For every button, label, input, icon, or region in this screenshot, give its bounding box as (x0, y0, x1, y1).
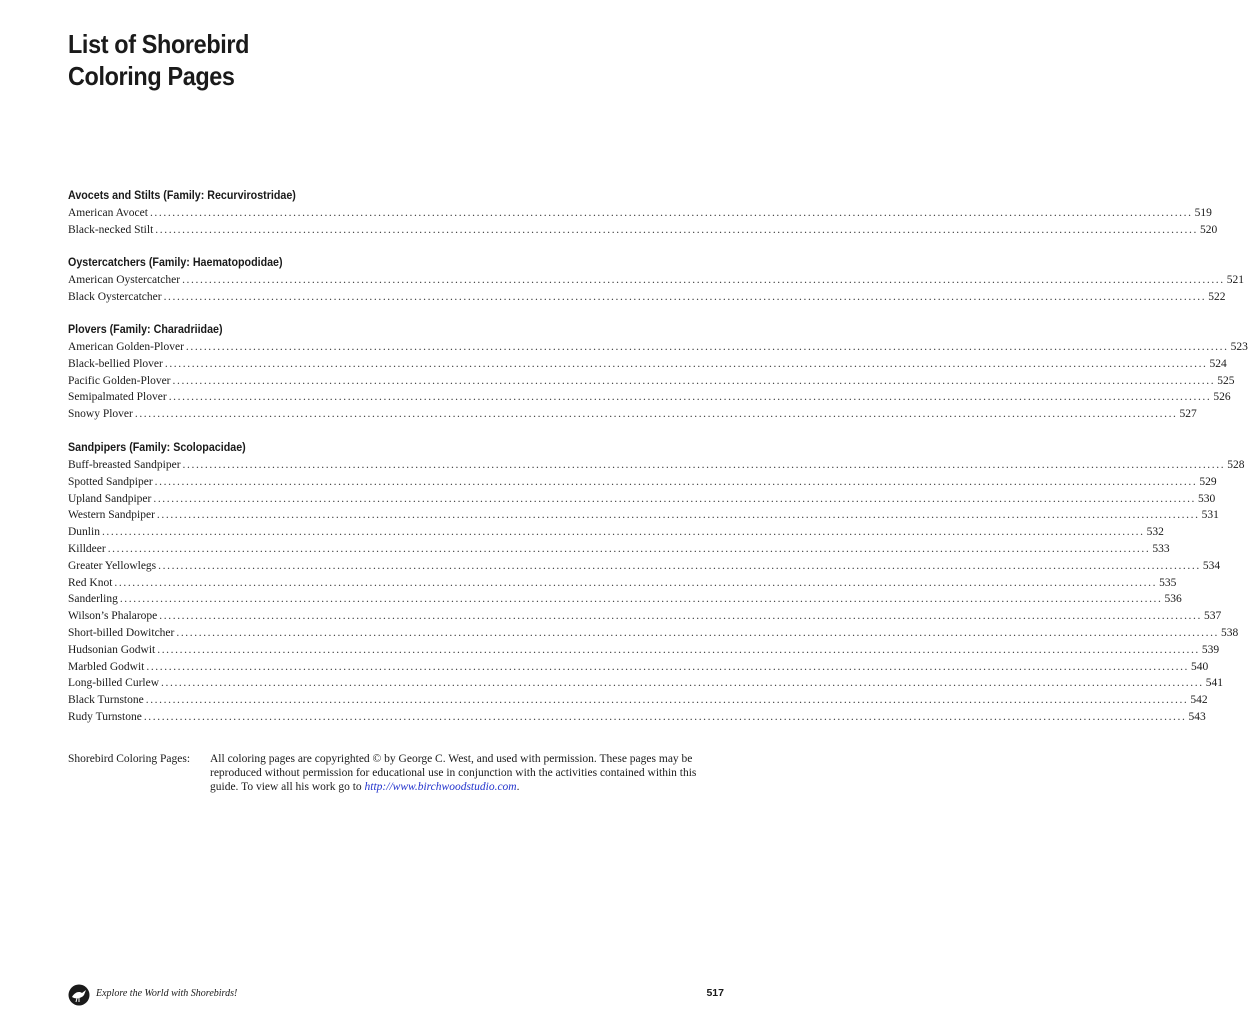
entry-page-number: 521 (1226, 274, 1245, 286)
entry-page-number: 529 (1199, 475, 1217, 488)
entry-name: Hudsonian Godwit (68, 643, 156, 656)
dot-leader: ......................................................................................................................................................................................................................................... (185, 341, 1229, 353)
entry-name: Pacific Golden-Plover (68, 374, 171, 387)
footer-tagline: Explore the World with Shorebirds! (96, 988, 238, 999)
dot-leader: ......................................................................................................................................................................................................................................... (101, 526, 1145, 539)
entry-name: Black Turnstone (68, 694, 144, 707)
toc-entry[interactable] (68, 222, 1218, 239)
section-heading: Avocets and Stilts (Family: Recurvirostridae) (68, 190, 296, 202)
dot-leader: ......................................................................................................................................................................................................................................... (154, 475, 1198, 488)
toc-entry[interactable] (68, 356, 1227, 373)
birchwood-studio-link[interactable]: http://www.birchwoodstudio.com (364, 781, 517, 793)
entry-page-number: 531 (1201, 509, 1219, 522)
entry-page-number: 537 (1203, 610, 1222, 623)
toc-entry[interactable] (68, 272, 1245, 289)
entry-page-number: 520 (1199, 223, 1218, 236)
toc-entry[interactable] (68, 507, 1219, 524)
dot-leader: ......................................................................................................................................................................................................................................... (143, 710, 1187, 723)
entry-page-number: 539 (1201, 643, 1220, 656)
dot-leader: ......................................................................................................................................................................................................................................... (161, 677, 1204, 690)
entry-page-number: 530 (1198, 492, 1216, 505)
toc-entry[interactable] (68, 339, 1248, 356)
entry-page-number: 543 (1188, 710, 1206, 723)
toc-entry[interactable] (68, 541, 1170, 558)
entry-name: Red Knot (68, 576, 113, 589)
entry-page-number: 524 (1209, 357, 1227, 370)
entry-name: American Golden-Plover (68, 341, 184, 353)
entry-name: Short-billed Dowitcher (68, 626, 175, 639)
entry-name: Snowy Plover (68, 408, 133, 421)
dot-leader: ......................................................................................................................................................................................................................................... (134, 408, 1178, 421)
toc-entry[interactable] (68, 373, 1235, 390)
entry-name: Killdeer (68, 542, 106, 555)
section-sandpipers (68, 440, 1245, 726)
section-heading: Sandpipers (Family: Scolopacidae) (68, 442, 246, 454)
entry-page-number: 519 (1194, 207, 1212, 219)
entry-name: Black-bellied Plover (68, 357, 163, 370)
entry-page-number: 525 (1217, 374, 1235, 387)
dot-leader: ......................................................................................................................................................................................................................................... (164, 357, 1208, 370)
entry-page-number: 534 (1202, 559, 1221, 572)
section-plovers (68, 322, 1248, 423)
entry-page-number: 542 (1190, 694, 1208, 707)
entry-name: Buff-breasted Sandpiper (68, 459, 181, 471)
credits-label: Shorebird Coloring Pages: (68, 753, 191, 765)
toc-entry[interactable] (68, 406, 1197, 423)
toc-entry[interactable] (68, 457, 1245, 474)
toc-entry[interactable] (68, 289, 1226, 306)
footer-page-number: 517 (706, 987, 724, 999)
dot-leader: ......................................................................................................................................................................................................................................... (149, 207, 1193, 219)
entry-name: Sanderling (68, 593, 118, 606)
toc-entry[interactable] (68, 659, 1209, 676)
entry-name: American Oystercatcher (68, 274, 181, 286)
dot-leader: ......................................................................................................................................................................................................................................... (157, 643, 1200, 656)
toc-entry[interactable] (68, 205, 1212, 222)
shorebird-logo-icon (68, 984, 90, 1006)
toc-entry[interactable] (68, 591, 1182, 608)
toc-entry[interactable] (68, 389, 1231, 406)
entry-page-number: 538 (1221, 626, 1239, 639)
entry-page-number: 532 (1146, 526, 1164, 539)
entry-name: Wilson’s Phalarope (68, 610, 158, 623)
section-avocets-and-stilts (68, 188, 1218, 239)
dot-leader: ......................................................................................................................................................................................................................................... (176, 626, 1220, 639)
toc-entry[interactable] (68, 491, 1216, 508)
dot-leader: ......................................................................................................................................................................................................................................... (163, 290, 1207, 303)
credits-text-block (210, 752, 708, 794)
dot-leader: ......................................................................................................................................................................................................................................... (182, 459, 1226, 471)
section-heading: Plovers (Family: Charadriidae) (68, 324, 223, 336)
entry-page-number: 528 (1227, 459, 1245, 471)
dot-leader: ......................................................................................................................................................................................................................................... (172, 374, 1216, 387)
credits-text: All coloring pages are copyrighted © by George C. West, and used with permission. These pages may be reproduced without permission for educational use in conjunction with the activities contained within this guide. To view all his work go to (210, 753, 697, 793)
entry-name: Black-necked Stilt (68, 223, 154, 236)
dot-leader: ......................................................................................................................................................................................................................................... (168, 391, 1212, 404)
toc-entry[interactable] (68, 675, 1223, 692)
entry-name: American Avocet (68, 207, 148, 219)
entry-page-number: 536 (1164, 593, 1182, 606)
dot-leader: ......................................................................................................................................................................................................................................... (182, 274, 1225, 286)
toc-entry[interactable] (68, 692, 1208, 709)
dot-leader: ......................................................................................................................................................................................................................................... (159, 610, 1202, 623)
entry-name: Black Oystercatcher (68, 290, 162, 303)
entry-name: Greater Yellowlegs (68, 559, 157, 572)
dot-leader: ......................................................................................................................................................................................................................................... (107, 542, 1151, 555)
toc-entry[interactable] (68, 575, 1177, 592)
entry-page-number: 527 (1179, 408, 1197, 421)
entry-name: Marbled Godwit (68, 660, 145, 673)
entry-name: Dunlin (68, 526, 100, 539)
page-footer (68, 986, 724, 1004)
dot-leader: ......................................................................................................................................................................................................................................... (119, 593, 1163, 606)
dot-leader: ......................................................................................................................................................................................................................................... (114, 576, 1158, 589)
entry-page-number: 535 (1159, 576, 1177, 589)
page-title-line1: List of Shorebird (68, 29, 250, 59)
entry-name: Long-billed Curlew (68, 677, 160, 690)
toc-entry[interactable] (68, 709, 1206, 726)
toc-entry[interactable] (68, 474, 1217, 491)
toc-entry[interactable] (68, 608, 1222, 625)
dot-leader: ......................................................................................................................................................................................................................................... (156, 509, 1200, 522)
entry-page-number: 522 (1208, 290, 1226, 303)
dot-leader: ......................................................................................................................................................................................................................................... (155, 223, 1198, 236)
section-oystercatchers (68, 255, 1245, 306)
entry-page-number: 541 (1205, 677, 1223, 690)
dot-leader: ......................................................................................................................................................................................................................................... (153, 492, 1197, 505)
entry-page-number: 540 (1191, 660, 1209, 673)
entry-page-number: 533 (1152, 542, 1170, 555)
entry-name: Spotted Sandpiper (68, 475, 153, 488)
entry-page-number: 523 (1230, 341, 1248, 353)
entry-page-number: 526 (1213, 391, 1231, 404)
entry-name: Western Sandpiper (68, 509, 155, 522)
credits-end: . (516, 781, 520, 793)
entry-name: Upland Sandpiper (68, 492, 152, 505)
credits-block (68, 752, 708, 794)
toc-entry[interactable] (68, 558, 1221, 575)
entry-name: Rudy Turnstone (68, 710, 142, 723)
dot-leader: ......................................................................................................................................................................................................................................... (145, 694, 1189, 707)
toc-entry[interactable] (68, 524, 1164, 541)
dot-leader: ......................................................................................................................................................................................................................................... (146, 660, 1190, 673)
toc-entry[interactable] (68, 625, 1239, 642)
page-title-line2: Coloring Pages (68, 61, 235, 91)
dot-leader: ......................................................................................................................................................................................................................................... (158, 559, 1201, 572)
toc-entry[interactable] (68, 642, 1220, 659)
entry-name: Semipalmated Plover (68, 391, 167, 404)
section-heading: Oystercatchers (Family: Haematopodidae) (68, 257, 283, 269)
page-title (68, 28, 249, 92)
